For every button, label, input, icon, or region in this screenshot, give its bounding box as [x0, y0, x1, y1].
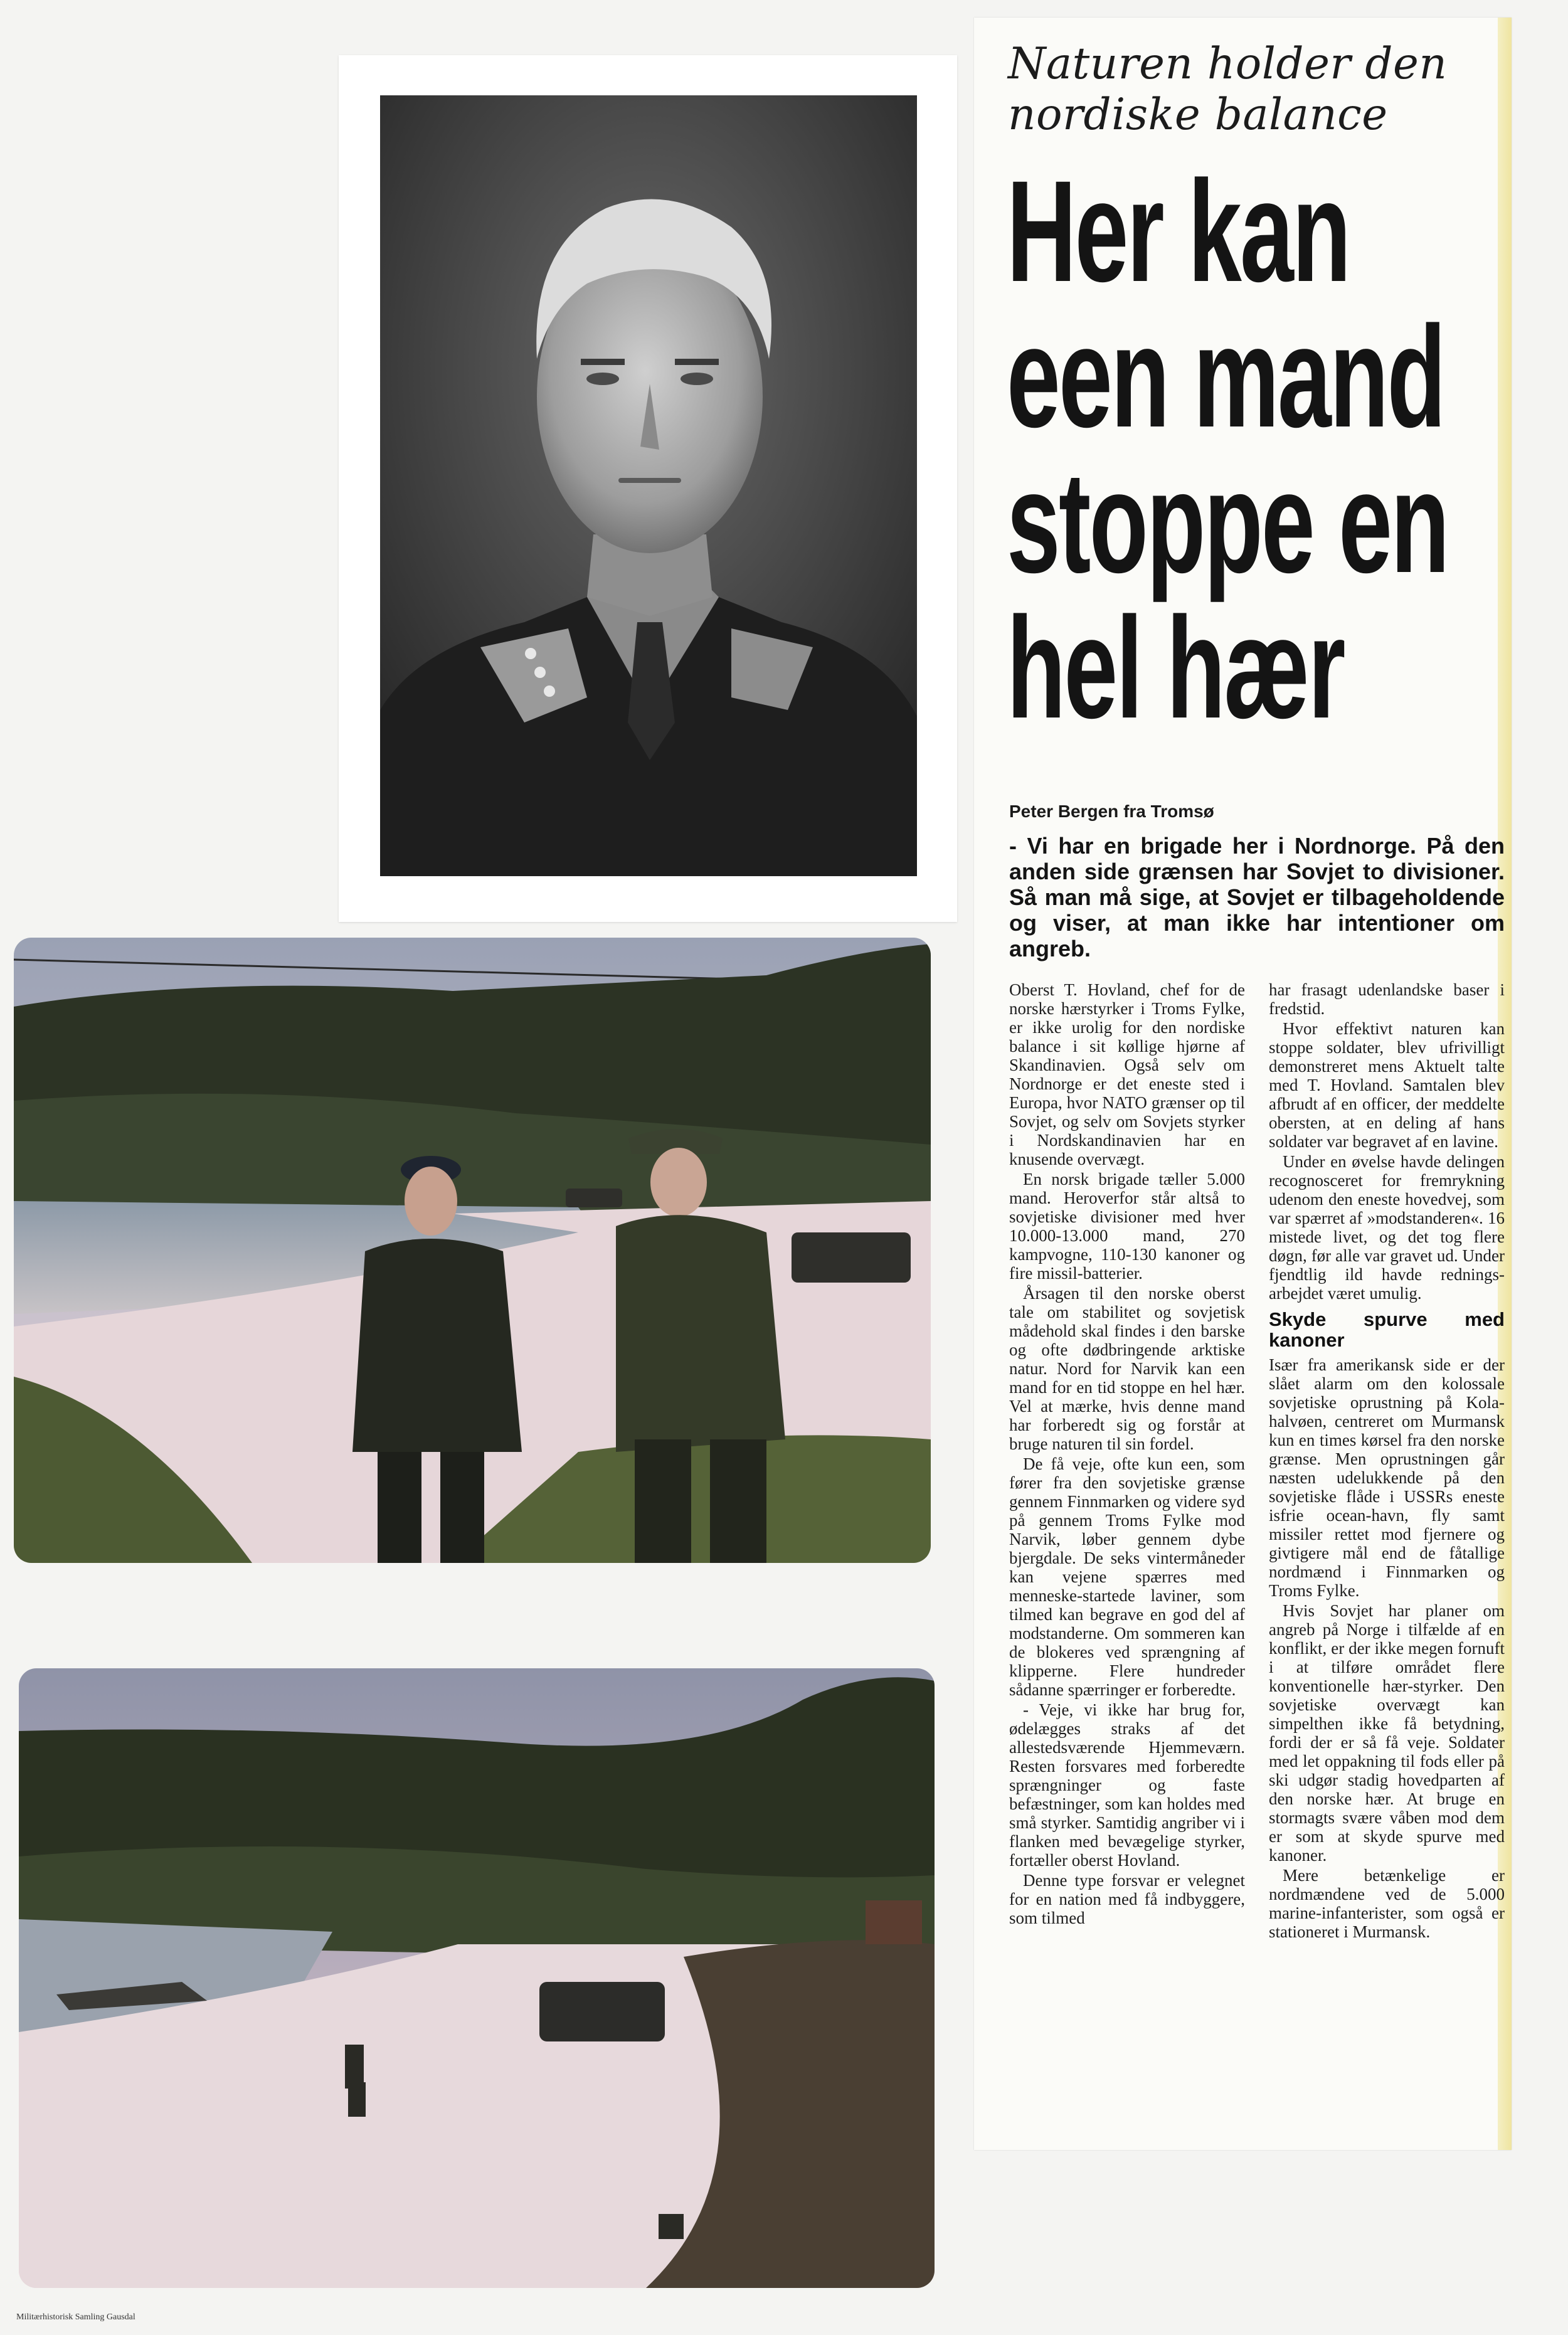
article-kicker: Naturen holder den nordiske balance [1008, 39, 1448, 140]
portrait-image [380, 95, 917, 876]
photo-beach-landing-vehicles [19, 1668, 935, 2288]
headline-line: een mand [1007, 296, 1444, 457]
article-paragraph: - Veje, vi ikke har brug for, ødelægges straks af det allestedsværende Hjemmeværn. Resten forsvares med forberedte sprængninger og faste befæstninger, som kan holdes med små styrker. Samtidig angriber vi i flanken med bevægelige styrker, fortæller oberst Hovland. [1009, 1700, 1245, 1870]
article-subhead: Skyde spurve med kanoner [1269, 1308, 1505, 1351]
article-paragraph: Denne type forsvar er velegnet for en nation med få indbyggere, som tilmed [1009, 1871, 1245, 1927]
newspaper-clipping [974, 18, 1512, 2150]
article-paragraph: Oberst T. Hovland, chef for de norske hærstyrker i Troms Fylke, er ikke urolig for den nordiske balance i sit køllige hjørne af Skandinavien. Også selv om Nordnorge er det eneste sted i Europa, hvor NATO grænser op til Sovjet, og selv om Sovjets styrker i Nordskandinavien har en knusende overvægt. [1009, 980, 1245, 1168]
article-column-left [1009, 980, 1245, 1927]
headline-line: Her kan [1007, 151, 1350, 312]
headline-line: stoppe en [1007, 442, 1448, 603]
officers-beach-image [14, 938, 931, 1563]
photo-officers-on-beach [14, 938, 931, 1563]
beach-vehicles-image [19, 1668, 935, 2288]
headline-line: hel hær [1007, 587, 1344, 748]
archive-label: Militærhistorisk Samling Gausdal [16, 2312, 135, 2322]
article-paragraph: Hvor effektivt naturen kan stoppe soldater, blev ufrivilligt demonstreret mens Aktuelt talte med T. Hovland. Samtalen blev afbrudt af en officer, der meddelte obersten, at en deling af hans soldater var begravet af en lavine. [1269, 1019, 1505, 1151]
article-paragraph: Under en øvelse havde delingen recognosceret for fremrykning udenom den eneste hovedvej, som var spærret af »modstanderen«. 16 mistede livet, og det tog flere døgn, før alle var gravet ud. Under fjendtlig ild havde rednings-arbejdet været umulig. [1269, 1152, 1505, 1303]
article-paragraph: De få veje, ofte kun een, som fører fra den sovjetiske grænse gennem Finnmarken og videre syd på gennem Troms Fylke mod Narvik, løber gennem dybe bjergdale. De seks vintermåneder kan vejene spærres med menneske-startede laviner, som tilmed kan begrave en god del af modstanderne. Om sommeren kan de blokeres ved sprængning af klipperne. Flere hundreder sådanne spærringer er forberedte. [1009, 1454, 1245, 1699]
article-paragraph: En norsk brigade tæller 5.000 mand. Heroverfor står altså to sovjetiske divisioner med hver 10.000-13.000 mand, 270 kampvogne, 110-130 kanoner og fire missil-batterier. [1009, 1170, 1245, 1283]
article-byline: Peter Bergen fra Tromsø [1009, 802, 1214, 821]
article-paragraph: Årsagen til den norske oberst tale om stabilitet og sovjetisk mådehold skal findes i den barske og ofte dødbringende arktiske natur. Nord for Narvik kan een mand for en tid stoppe en hel hær. Vel at mærke, hvis denne mand har forberedt sig og forstår at bruge naturen til sin fordel. [1009, 1284, 1245, 1453]
portrait-photo-officer [380, 95, 917, 876]
article-paragraph: Hvis Sovjet har planer om angreb på Norge i tilfælde af en konflikt, er der ikke megen fornuft i at tilføre området flere konventionelle hær-styrker. Den sovjetiske overvægt kan simpelthen ikke få betydning, fordi der er så få veje. Soldater med let oppakning til fods eller på ski udgør stadig hovedparten af den norske hær. At bruge en stormagts svære våben mod dem er som at skyde spurve med kanoner. [1269, 1601, 1505, 1865]
article-column-right [1269, 980, 1505, 1941]
portrait-photo-print [339, 55, 957, 922]
article-paragraph: Især fra amerikansk side er der slået alarm om den kolossale sovjetiske oprustning på Kola-halvøen, centreret om Murmansk kun en times kørsel fra den norske grænse. Men oprustningen går næsten udelukkende på den sovjetiske flåde i USSRs eneste isfrie ocean-havn, fly samt missiler rettet mod fjernere og givtigere mål end de fåtallige nordmænd i Finnmarken og Troms Fylke. [1269, 1355, 1505, 1600]
article-paragraph: Mere betænkelige er nordmændene ved de 5.000 marine-infanterister, som også er stationeret i Murmansk. [1269, 1866, 1505, 1941]
article-headline [1007, 151, 1502, 748]
article-lead: - Vi har en brigade her i Nordnorge. På den anden side grænsen har Sovjet to divisioner. Så man må sige, at Sovjet er tilbageholdende og viser, at man ikke har intentioner om angreb. [1009, 833, 1505, 961]
article-paragraph: har frasagt udenlandske baser i fredstid. [1269, 980, 1505, 1018]
